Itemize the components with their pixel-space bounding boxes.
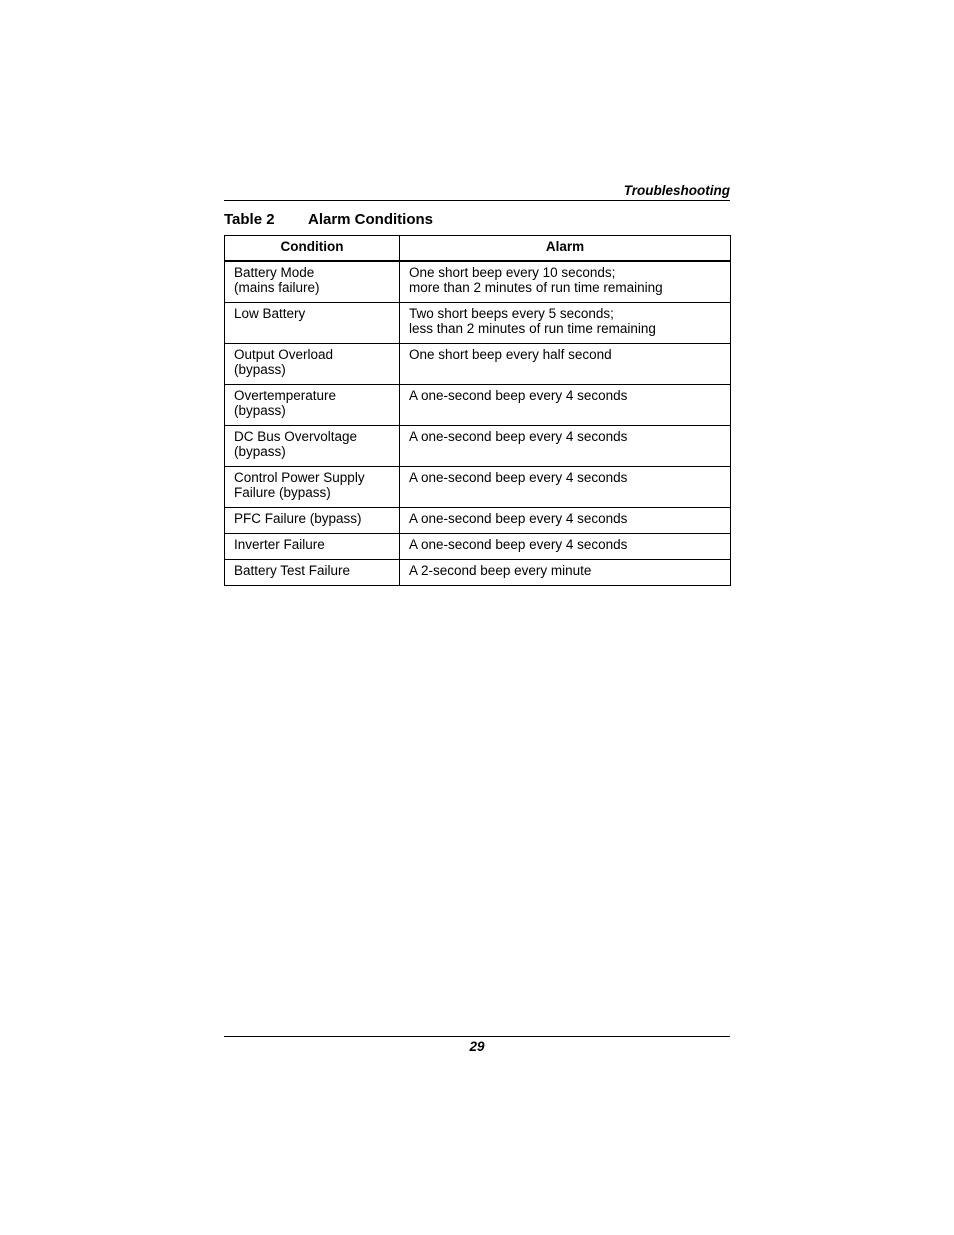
condition-text: Battery Test Failure [234, 563, 351, 578]
table-row [225, 508, 731, 534]
condition-text: (bypass) [234, 362, 286, 377]
footer-rule [224, 1036, 730, 1037]
table-row [225, 560, 731, 586]
header-rule [224, 200, 730, 201]
table-row [225, 426, 731, 467]
condition-cell [225, 385, 400, 426]
condition-text: Overtemperature [234, 388, 337, 403]
alarm-text: A one-second beep every 4 seconds [409, 511, 628, 526]
table-row [225, 261, 731, 303]
condition-cell [225, 534, 400, 560]
alarm-text: more than 2 minutes of run time remaining [409, 280, 663, 295]
table-row [225, 467, 731, 508]
alarm-text: Two short beeps every 5 seconds; [409, 306, 614, 321]
alarm-cell [400, 344, 731, 385]
condition-text: Battery Mode [234, 265, 315, 280]
column-header-alarm: Alarm [400, 236, 731, 262]
alarm-cell [400, 385, 731, 426]
running-header-title: Troubleshooting [623, 183, 730, 198]
condition-cell [225, 467, 400, 508]
condition-text: Low Battery [234, 306, 306, 321]
table-row [225, 344, 731, 385]
alarm-text: A one-second beep every 4 seconds [409, 537, 628, 552]
alarm-text: A one-second beep every 4 seconds [409, 470, 628, 485]
table-row [225, 303, 731, 344]
table-caption-number: Table 2 [224, 211, 275, 228]
alarm-text: One short beep every 10 seconds; [409, 265, 616, 280]
condition-text: (bypass) [234, 403, 286, 418]
alarm-cell [400, 467, 731, 508]
alarm-text: A one-second beep every 4 seconds [409, 388, 628, 403]
condition-cell [225, 303, 400, 344]
alarm-cell [400, 303, 731, 344]
condition-cell [225, 261, 400, 303]
table-caption-title: Alarm Conditions [308, 211, 434, 228]
table-caption [224, 211, 433, 229]
column-header-condition: Condition [225, 236, 400, 262]
alarm-text: A one-second beep every 4 seconds [409, 429, 628, 444]
alarm-cell [400, 560, 731, 586]
alarm-cell [400, 426, 731, 467]
alarm-conditions-table [224, 235, 731, 586]
page-number: 29 [469, 1039, 485, 1054]
condition-text: (bypass) [234, 444, 286, 459]
table-row [225, 385, 731, 426]
condition-cell [225, 508, 400, 534]
table-row [225, 534, 731, 560]
condition-text: PFC Failure (bypass) [234, 511, 362, 526]
condition-text: Control Power Supply [234, 470, 365, 485]
condition-cell [225, 426, 400, 467]
condition-cell [225, 560, 400, 586]
alarm-cell [400, 534, 731, 560]
condition-text: Inverter Failure [234, 537, 325, 552]
table-header-row [225, 236, 731, 262]
alarm-text: less than 2 minutes of run time remaining [409, 321, 656, 336]
alarm-text: One short beep every half second [409, 347, 612, 362]
condition-text: Output Overload [234, 347, 334, 362]
condition-cell [225, 344, 400, 385]
condition-text: (mains failure) [234, 280, 320, 295]
alarm-cell [400, 508, 731, 534]
condition-text: Failure (bypass) [234, 485, 331, 500]
alarm-text: A 2-second beep every minute [409, 563, 592, 578]
condition-text: DC Bus Overvoltage [234, 429, 358, 444]
alarm-cell [400, 261, 731, 303]
